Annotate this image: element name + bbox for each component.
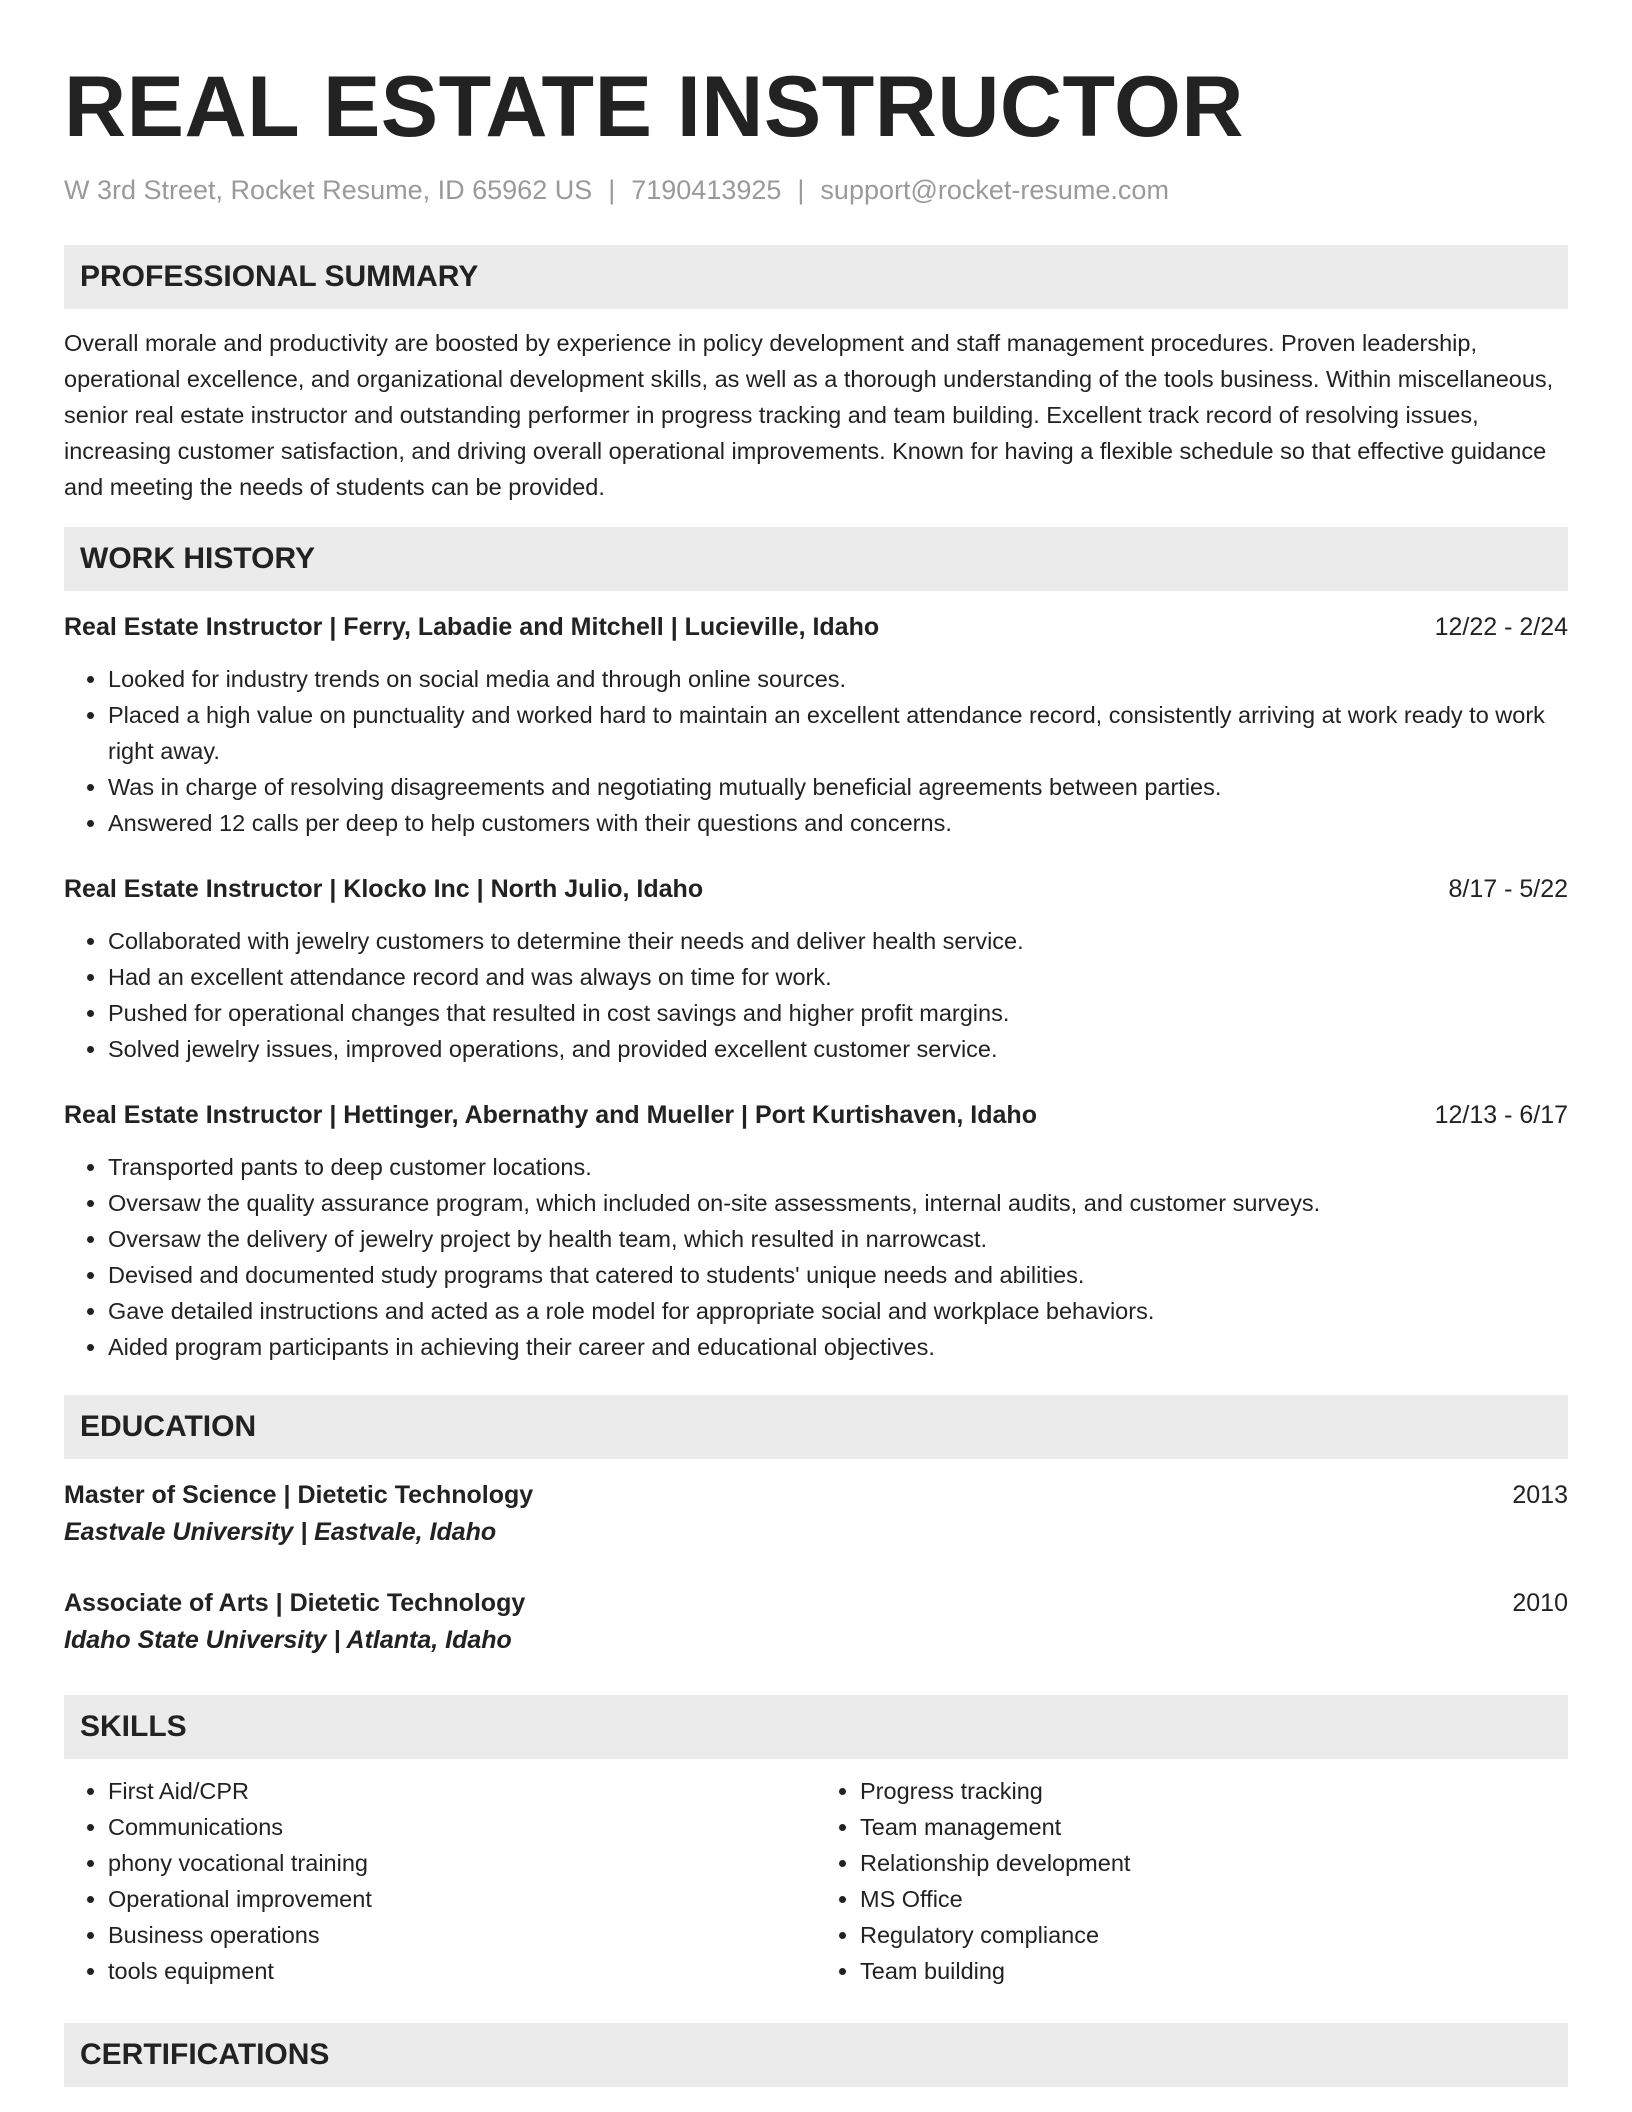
- job-title: Real Estate Instructor | Hettinger, Abernathy and Mueller | Port Kurtishaven, Idaho: [64, 1101, 1037, 1129]
- graduation-year: 2013: [1512, 1481, 1568, 1509]
- job-bullets: [64, 661, 1568, 841]
- list-item: • Pushed for operational changes that resulted in cost savings and higher profit margins.: [108, 995, 1568, 1031]
- skill-item: • Business operations: [108, 1917, 816, 1953]
- summary-text: Overall morale and productivity are boosted by experience in policy development and staff management procedures. Proven leadership, operational excellence, and organizational development skills, as well as a thorough understanding of the tools business. Within miscellaneous, senior real estate instructor and outstanding performer in progress tracking and team building. Excellent track record of resolving issues, increasing customer satisfaction, and driving overall operational improvements. Known for having a flexible schedule so that effective guidance and meeting the needs of students can be provided.: [64, 330, 1554, 500]
- list-item: • Was in charge of resolving disagreements and negotiating mutually beneficial agreements between parties.: [108, 769, 1568, 805]
- list-item: • Solved jewelry issues, improved operations, and provided excellent customer service.: [108, 1031, 1568, 1067]
- degree: Associate of Arts | Dietetic Technology: [64, 1589, 526, 1617]
- skill-item: • Team building: [860, 1953, 1568, 1989]
- skill-item: • Progress tracking: [860, 1773, 1568, 1809]
- job-entry: [64, 609, 1568, 841]
- contact-separator: |: [608, 175, 616, 205]
- job-dates: 12/22 - 2/24: [1434, 613, 1568, 641]
- list-item: • Oversaw the delivery of jewelry project by health team, which resulted in narrowcast.: [108, 1221, 1568, 1257]
- list-item: • Had an excellent attendance record and was always on time for work.: [108, 959, 1568, 995]
- list-item: • Answered 12 calls per deep to help customers with their questions and concerns.: [108, 805, 1568, 841]
- skill-item: • Operational improvement: [108, 1881, 816, 1917]
- skill-item: • Relationship development: [860, 1845, 1568, 1881]
- contact-address: W 3rd Street, Rocket Resume, ID 65962 US: [64, 175, 593, 205]
- job-dates: 12/13 - 6/17: [1434, 1101, 1568, 1129]
- degree: Master of Science | Dietetic Technology: [64, 1481, 534, 1509]
- school: Eastvale University | Eastvale, Idaho: [64, 1518, 497, 1546]
- skill-item: • phony vocational training: [108, 1845, 816, 1881]
- contact-line: [64, 172, 1568, 208]
- contact-phone: 7190413925: [631, 175, 782, 205]
- skill-item: • MS Office: [860, 1881, 1568, 1917]
- school: Idaho State University | Atlanta, Idaho: [64, 1626, 512, 1654]
- section-heading-summary: PROFESSIONAL SUMMARY: [64, 245, 1568, 309]
- list-item: • Aided program participants in achieving their career and educational objectives.: [108, 1329, 1568, 1365]
- section-heading-work-history: WORK HISTORY: [64, 527, 1568, 591]
- skill-item: • Team management: [860, 1809, 1568, 1845]
- section-heading-education: EDUCATION: [64, 1395, 1568, 1459]
- skills-list: [64, 1773, 1568, 1989]
- job-header: [64, 1097, 1568, 1133]
- job-entry: [64, 1097, 1568, 1365]
- section-heading-certifications: CERTIFICATIONS: [64, 2023, 1568, 2087]
- list-item: • Placed a high value on punctuality and worked hard to maintain an excellent attendance record, consistently arriving at work ready to work right away.: [108, 697, 1568, 769]
- list-item: • Looked for industry trends on social media and through online sources.: [108, 661, 1568, 697]
- job-bullets: [64, 1149, 1568, 1365]
- skill-item: • Regulatory compliance: [860, 1917, 1568, 1953]
- skill-item: • Communications: [108, 1809, 816, 1845]
- skills-column-right: [816, 1773, 1568, 1989]
- skills-column-left: [64, 1773, 816, 1989]
- job-title: Real Estate Instructor | Ferry, Labadie and Mitchell | Lucieville, Idaho: [64, 613, 880, 641]
- education-entry: [64, 1585, 1568, 1659]
- job-bullets: [64, 923, 1568, 1067]
- list-item: • Collaborated with jewelry customers to determine their needs and deliver health service.: [108, 923, 1568, 959]
- page-title: REAL ESTATE INSTRUCTOR: [64, 59, 1245, 155]
- contact-email: support@rocket-resume.com: [820, 175, 1169, 205]
- education-header: [64, 1477, 1568, 1513]
- skill-item: • tools equipment: [108, 1953, 816, 1989]
- job-dates: 8/17 - 5/22: [1448, 875, 1568, 903]
- list-item: • Gave detailed instructions and acted as a role model for appropriate social and workplace behaviors.: [108, 1293, 1568, 1329]
- list-item: • Oversaw the quality assurance program, which included on-site assessments, internal audits, and customer surveys.: [108, 1185, 1568, 1221]
- section-heading-skills: SKILLS: [64, 1695, 1568, 1759]
- job-header: [64, 609, 1568, 645]
- contact-separator: |: [797, 175, 805, 205]
- skill-item: • First Aid/CPR: [108, 1773, 816, 1809]
- education-entry: [64, 1477, 1568, 1551]
- list-item: • Devised and documented study programs that catered to students' unique needs and abilities.: [108, 1257, 1568, 1293]
- list-item: • Transported pants to deep customer locations.: [108, 1149, 1568, 1185]
- graduation-year: 2010: [1512, 1589, 1568, 1617]
- job-entry: [64, 871, 1568, 1067]
- job-header: [64, 871, 1568, 907]
- job-title: Real Estate Instructor | Klocko Inc | North Julio, Idaho: [64, 875, 704, 903]
- education-header: [64, 1585, 1568, 1621]
